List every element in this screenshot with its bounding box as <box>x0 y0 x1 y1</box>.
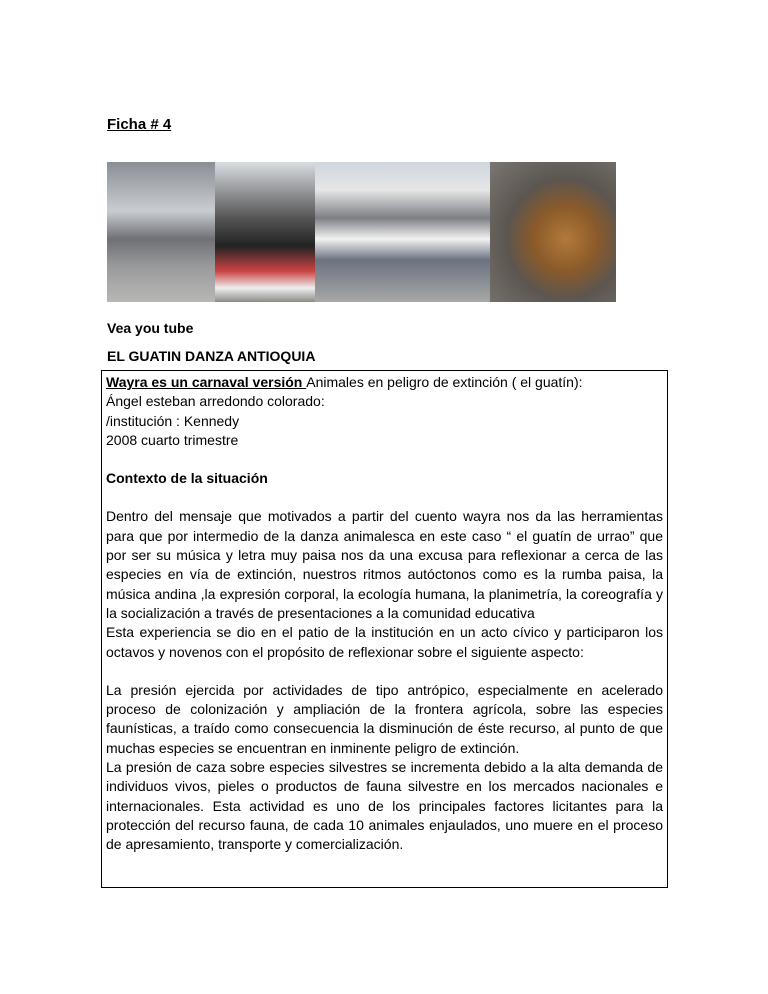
youtube-label: Vea you tube <box>107 320 194 336</box>
content-box <box>101 370 668 888</box>
paragraph-4: La presión de caza sobre especies silvestres se incrementa debido a la alta demanda de individuos vivos, pieles o productos de fauna silvestre en los mercados nacionales e internacionales. Esta actividad es uno de los principales factores licitantes para la protección del recurso fauna, de cada 10 animales enjaulados, uno muere en el proceso de apresamiento, transporte y comercialización. <box>106 759 663 853</box>
guatin-animal-photo <box>490 162 616 302</box>
dance-photo-2 <box>315 162 490 302</box>
heading-rest: Animales en peligro de extinción ( el guatín): <box>306 374 583 390</box>
photo-strip <box>107 162 616 302</box>
institution: /institución : Kennedy <box>106 412 240 429</box>
paragraph-2: Esta experiencia se dio en el patio de la institución en un acto cívico y participaron los octavos y novenos con el propósito de reflexionar sobre el siguiente aspecto: <box>106 624 663 660</box>
page-title: Ficha # 4 <box>107 116 172 133</box>
paragraph-1: Dentro del mensaje que motivados a partir del cuento wayra nos da las herramientas para que por intermedio de la danza animalesca en este caso “ el guatín de urrao” que por ser su música y letra muy paisa nos da una excusa para reflexionar a cerca de las especies en vía de extinción, nuestros ritmos autóctonos como es la rumba paisa, la música andina ,la expresión corporal, la ecología humana, la planimetría, la coreografía y la socialización a través de presentaciones a la comunidad educativa <box>106 508 663 621</box>
period: 2008 cuarto trimestre <box>106 431 239 448</box>
heading-underlined: Wayra es un carnaval versión <box>106 374 307 390</box>
author: Ángel esteban arredondo colorado: <box>106 393 325 410</box>
paragraph-3: La presión ejercida por actividades de tipo antrópico, especialmente en acelerado proceso de colonización y ampliación de la frontera agrícola, sobre las especies faunísticas, a traído como consecuencia la disminución de éste recurso, al punto de que muchas especies se encuentran en inminente peligro de extinción. <box>106 681 663 756</box>
dance-photo-1 <box>107 162 215 302</box>
section-title: Contexto de la situación <box>106 470 268 487</box>
video-title: EL GUATIN DANZA ANTIOQUIA <box>107 348 316 364</box>
dance-photo-costume <box>215 162 315 302</box>
box-heading <box>106 373 663 392</box>
